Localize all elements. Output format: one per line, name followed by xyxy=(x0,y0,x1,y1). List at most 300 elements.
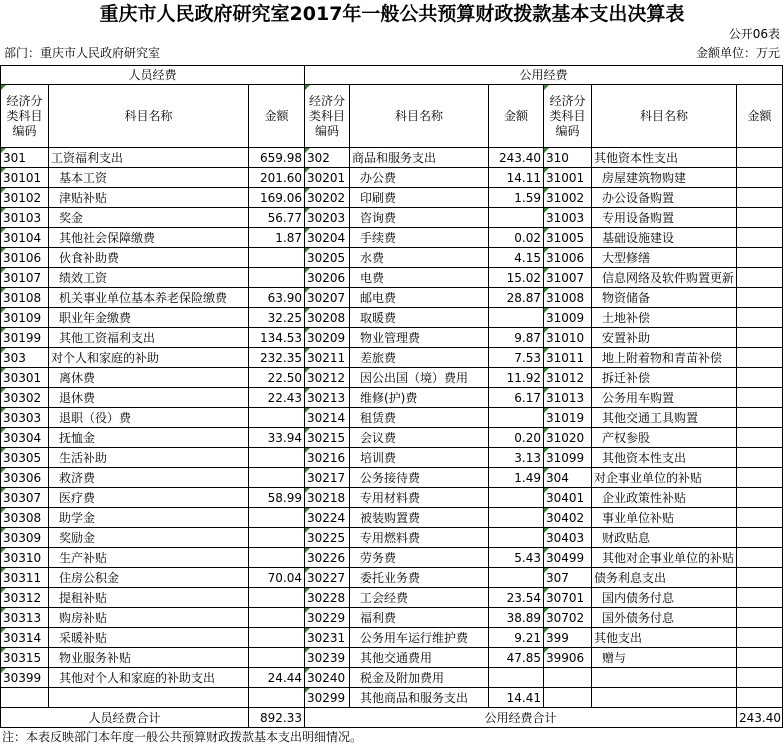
item-amount xyxy=(737,688,783,708)
item-name: 购房补贴 xyxy=(49,608,249,628)
item-name: 其他工资福利支出 xyxy=(49,328,249,348)
item-code: 31019 xyxy=(544,408,592,428)
item-amount: 47.85 xyxy=(489,648,544,668)
item-code: 30104 xyxy=(1,228,49,248)
item-amount xyxy=(249,528,305,548)
item-amount: 58.99 xyxy=(249,488,305,508)
item-code: 30301 xyxy=(1,368,49,388)
item-code: 39906 xyxy=(544,648,592,668)
item-name: 奖励金 xyxy=(49,528,249,548)
item-code: 31008 xyxy=(544,288,592,308)
item-name: 公务用车运行维护费 xyxy=(350,628,489,648)
header-amount: 金额 xyxy=(249,85,305,148)
item-code: 303 xyxy=(1,348,49,368)
item-amount xyxy=(737,408,783,428)
item-code: 30103 xyxy=(1,208,49,228)
item-code: 31011 xyxy=(544,348,592,368)
item-code: 30304 xyxy=(1,428,49,448)
table-row xyxy=(1,608,783,628)
item-name: 办公费 xyxy=(350,168,489,188)
item-amount xyxy=(489,568,544,588)
item-amount xyxy=(737,248,783,268)
item-amount: 1.49 xyxy=(489,468,544,488)
item-amount xyxy=(737,488,783,508)
item-amount xyxy=(737,468,783,488)
item-amount: 1.59 xyxy=(489,188,544,208)
item-name: 其他支出 xyxy=(592,628,737,648)
item-name: 提租补贴 xyxy=(49,588,249,608)
item-amount xyxy=(737,568,783,588)
item-name: 其他资本性支出 xyxy=(592,148,737,168)
item-code: 302 xyxy=(305,148,350,168)
item-code: 30314 xyxy=(1,628,49,648)
item-amount xyxy=(737,148,783,168)
item-code: 30208 xyxy=(305,308,350,328)
header-amount: 金额 xyxy=(737,85,783,148)
item-code: 30313 xyxy=(1,608,49,628)
group-header-personnel: 人员经费 xyxy=(1,66,305,85)
item-amount xyxy=(249,508,305,528)
item-name: 事业单位补贴 xyxy=(592,508,737,528)
item-code: 30207 xyxy=(305,288,350,308)
item-name: 被装购置费 xyxy=(350,508,489,528)
item-amount: 4.15 xyxy=(489,248,544,268)
item-code: 30215 xyxy=(305,428,350,448)
table-row xyxy=(1,508,783,528)
item-amount xyxy=(489,668,544,688)
item-code: 301 xyxy=(1,148,49,168)
item-name: 信息网络及软件购置更新 xyxy=(592,268,737,288)
item-amount: 232.35 xyxy=(249,348,305,368)
item-amount xyxy=(249,628,305,648)
header-code: 经济分类科目编码 xyxy=(544,85,592,148)
item-name: 国外债务付息 xyxy=(592,608,737,628)
item-amount xyxy=(249,248,305,268)
group-header-public: 公用经费 xyxy=(305,66,783,85)
item-name: 其他交通费用 xyxy=(350,648,489,668)
item-name: 基本工资 xyxy=(49,168,249,188)
item-amount: 22.43 xyxy=(249,388,305,408)
item-amount: 1.87 xyxy=(249,228,305,248)
item-amount: 63.90 xyxy=(249,288,305,308)
item-name: 安置补助 xyxy=(592,328,737,348)
table-row xyxy=(1,668,783,688)
item-amount xyxy=(737,668,783,688)
item-code xyxy=(544,668,592,688)
item-name: 采暖补贴 xyxy=(49,628,249,648)
table-row xyxy=(1,688,783,708)
item-code: 30306 xyxy=(1,468,49,488)
item-amount xyxy=(249,608,305,628)
table-row xyxy=(1,548,783,568)
item-amount: 201.60 xyxy=(249,168,305,188)
table-row xyxy=(1,188,783,208)
item-name: 土地补偿 xyxy=(592,308,737,328)
item-name: 差旅费 xyxy=(350,348,489,368)
item-code: 30311 xyxy=(1,568,49,588)
item-code: 31006 xyxy=(544,248,592,268)
item-name: 大型修缮 xyxy=(592,248,737,268)
table-body xyxy=(1,148,783,708)
table-row xyxy=(1,528,783,548)
item-name: 财政贴息 xyxy=(592,528,737,548)
item-name: 其他资本性支出 xyxy=(592,448,737,468)
table-row xyxy=(1,408,783,428)
item-name: 抚恤金 xyxy=(49,428,249,448)
item-code: 307 xyxy=(544,568,592,588)
item-amount: 5.43 xyxy=(489,548,544,568)
item-name: 基础设施建设 xyxy=(592,228,737,248)
item-code: 30203 xyxy=(305,208,350,228)
item-name: 商品和服务支出 xyxy=(350,148,489,168)
item-code: 30239 xyxy=(305,648,350,668)
item-code: 30229 xyxy=(305,608,350,628)
item-amount xyxy=(737,428,783,448)
item-amount xyxy=(737,328,783,348)
item-amount xyxy=(737,308,783,328)
item-code: 31003 xyxy=(544,208,592,228)
amount-unit-label: 金额单位：万元 xyxy=(695,46,780,60)
item-amount xyxy=(489,308,544,328)
item-code: 30205 xyxy=(305,248,350,268)
item-code xyxy=(544,688,592,708)
item-amount xyxy=(737,508,783,528)
item-name: 手续费 xyxy=(350,228,489,248)
item-amount xyxy=(737,588,783,608)
item-amount xyxy=(737,648,783,668)
item-code: 30217 xyxy=(305,468,350,488)
item-name: 医疗费 xyxy=(49,488,249,508)
item-amount: 134.53 xyxy=(249,328,305,348)
table-row xyxy=(1,568,783,588)
table-row xyxy=(1,228,783,248)
item-code: 30109 xyxy=(1,308,49,328)
table-row xyxy=(1,248,783,268)
item-name: 其他对个人和家庭的补助支出 xyxy=(49,668,249,688)
item-amount: 70.04 xyxy=(249,568,305,588)
item-amount: 15.02 xyxy=(489,268,544,288)
footnote: 注：本表反映部门本年度一般公共预算财政拨款基本支出明细情况。 xyxy=(2,730,363,744)
item-name: 电费 xyxy=(350,268,489,288)
item-code: 30299 xyxy=(305,688,350,708)
item-amount: 32.25 xyxy=(249,308,305,328)
item-name: 其他对企事业单位的补贴 xyxy=(592,548,737,568)
item-amount xyxy=(489,488,544,508)
item-code: 30224 xyxy=(305,508,350,528)
table-row xyxy=(1,208,783,228)
item-amount xyxy=(737,288,783,308)
item-amount xyxy=(737,448,783,468)
item-amount xyxy=(249,548,305,568)
item-code: 30211 xyxy=(305,348,350,368)
item-code: 310 xyxy=(544,148,592,168)
personnel-total-label: 人员经费合计 xyxy=(1,708,249,728)
item-name xyxy=(592,688,737,708)
table-row xyxy=(1,448,783,468)
item-name: 税金及附加费用 xyxy=(350,668,489,688)
item-code: 31002 xyxy=(544,188,592,208)
item-name: 福利费 xyxy=(350,608,489,628)
item-amount: 14.11 xyxy=(489,168,544,188)
item-amount xyxy=(737,528,783,548)
item-name: 对企事业单位的补贴 xyxy=(592,468,737,488)
item-name: 印刷费 xyxy=(350,188,489,208)
item-amount xyxy=(737,188,783,208)
item-amount: 7.53 xyxy=(489,348,544,368)
item-name xyxy=(49,688,249,708)
item-code: 30309 xyxy=(1,528,49,548)
item-name: 绩效工资 xyxy=(49,268,249,288)
item-name: 委托业务费 xyxy=(350,568,489,588)
header-code: 经济分类科目编码 xyxy=(305,85,350,148)
item-amount xyxy=(249,688,305,708)
item-code: 30303 xyxy=(1,408,49,428)
item-amount xyxy=(737,368,783,388)
item-code: 30102 xyxy=(1,188,49,208)
item-amount: 243.40 xyxy=(489,148,544,168)
item-name: 其他交通工具购置 xyxy=(592,408,737,428)
item-amount xyxy=(737,348,783,368)
item-amount xyxy=(249,268,305,288)
item-amount xyxy=(737,268,783,288)
item-name: 地上附着物和青苗补偿 xyxy=(592,348,737,368)
table-row xyxy=(1,468,783,488)
item-name: 退休费 xyxy=(49,388,249,408)
item-amount xyxy=(737,228,783,248)
table-row xyxy=(1,368,783,388)
item-name: 水费 xyxy=(350,248,489,268)
item-name xyxy=(592,668,737,688)
item-amount xyxy=(249,648,305,668)
item-code: 30240 xyxy=(305,668,350,688)
item-amount: 14.41 xyxy=(489,688,544,708)
item-code: 30212 xyxy=(305,368,350,388)
item-code: 30499 xyxy=(544,548,592,568)
item-code: 30199 xyxy=(1,328,49,348)
item-name: 维修(护)费 xyxy=(350,388,489,408)
item-name: 办公设备购置 xyxy=(592,188,737,208)
item-name: 取暖费 xyxy=(350,308,489,328)
item-amount: 24.44 xyxy=(249,668,305,688)
item-amount: 11.92 xyxy=(489,368,544,388)
item-name: 公务接待费 xyxy=(350,468,489,488)
item-code: 30308 xyxy=(1,508,49,528)
item-amount xyxy=(737,548,783,568)
item-name: 专用材料费 xyxy=(350,488,489,508)
item-amount xyxy=(489,508,544,528)
item-code: 30305 xyxy=(1,448,49,468)
item-amount: 38.89 xyxy=(489,608,544,628)
item-code: 399 xyxy=(544,628,592,648)
item-name: 物资储备 xyxy=(592,288,737,308)
item-name: 工资福利支出 xyxy=(49,148,249,168)
item-code: 31007 xyxy=(544,268,592,288)
item-code: 30106 xyxy=(1,248,49,268)
item-code: 30302 xyxy=(1,388,49,408)
item-name: 债务利息支出 xyxy=(592,568,737,588)
item-code: 30702 xyxy=(544,608,592,628)
item-code: 30315 xyxy=(1,648,49,668)
header-code: 经济分类科目编码 xyxy=(1,85,49,148)
department-label: 部门：重庆市人民政府研究室 xyxy=(4,46,161,60)
item-amount: 6.17 xyxy=(489,388,544,408)
table-row xyxy=(1,328,783,348)
item-amount: 28.87 xyxy=(489,288,544,308)
report-title: 重庆市人民政府研究室2017年一般公共预算财政拨款基本支出决算表 xyxy=(99,3,685,25)
item-name: 会议费 xyxy=(350,428,489,448)
item-amount xyxy=(737,628,783,648)
item-code: 30214 xyxy=(305,408,350,428)
item-name: 赠与 xyxy=(592,648,737,668)
item-amount xyxy=(737,208,783,228)
item-amount: 33.94 xyxy=(249,428,305,448)
item-code: 31001 xyxy=(544,168,592,188)
item-name: 产权参股 xyxy=(592,428,737,448)
item-name: 机关事业单位基本养老保险缴费 xyxy=(49,288,249,308)
item-amount xyxy=(249,408,305,428)
item-name: 劳务费 xyxy=(350,548,489,568)
item-code: 30225 xyxy=(305,528,350,548)
item-name: 生活补助 xyxy=(49,448,249,468)
table-row xyxy=(1,348,783,368)
item-code: 30226 xyxy=(305,548,350,568)
item-code: 30107 xyxy=(1,268,49,288)
item-amount: 659.98 xyxy=(249,148,305,168)
table-row xyxy=(1,308,783,328)
item-code: 30209 xyxy=(305,328,350,348)
item-code: 30403 xyxy=(544,528,592,548)
item-name: 国内债务付息 xyxy=(592,588,737,608)
item-name: 生产补贴 xyxy=(49,548,249,568)
table-row xyxy=(1,388,783,408)
item-code: 30204 xyxy=(305,228,350,248)
item-amount xyxy=(737,168,783,188)
item-amount: 56.77 xyxy=(249,208,305,228)
personnel-total-amount: 892.33 xyxy=(249,708,305,728)
item-code: 31010 xyxy=(544,328,592,348)
item-name: 津贴补贴 xyxy=(49,188,249,208)
item-name: 救济费 xyxy=(49,468,249,488)
item-name: 物业服务补贴 xyxy=(49,648,249,668)
item-amount xyxy=(737,608,783,628)
public-total-amount: 243.40 xyxy=(737,708,783,728)
item-amount xyxy=(489,528,544,548)
header-name: 科目名称 xyxy=(49,85,249,148)
item-code: 30228 xyxy=(305,588,350,608)
item-amount: 169.06 xyxy=(249,188,305,208)
item-name: 离休费 xyxy=(49,368,249,388)
item-code: 31012 xyxy=(544,368,592,388)
item-code: 30402 xyxy=(544,508,592,528)
item-name: 企业政策性补贴 xyxy=(592,488,737,508)
item-amount xyxy=(737,388,783,408)
table-row xyxy=(1,648,783,668)
item-code: 30101 xyxy=(1,168,49,188)
table-row xyxy=(1,288,783,308)
item-name: 其他社会保障缴费 xyxy=(49,228,249,248)
item-amount xyxy=(249,588,305,608)
item-code: 30202 xyxy=(305,188,350,208)
item-amount xyxy=(489,408,544,428)
item-name: 奖金 xyxy=(49,208,249,228)
item-name: 因公出国（境）费用 xyxy=(350,368,489,388)
item-name: 公务用车购置 xyxy=(592,388,737,408)
item-name: 对个人和家庭的补助 xyxy=(49,348,249,368)
table-code-label: 公开06表 xyxy=(728,27,780,41)
item-name: 专用设备购置 xyxy=(592,208,737,228)
item-code: 30231 xyxy=(305,628,350,648)
item-code: 30201 xyxy=(305,168,350,188)
item-code: 30206 xyxy=(305,268,350,288)
item-name: 拆迁补偿 xyxy=(592,368,737,388)
item-code: 30108 xyxy=(1,288,49,308)
item-amount xyxy=(249,468,305,488)
table-row xyxy=(1,488,783,508)
item-code: 30227 xyxy=(305,568,350,588)
item-name: 房屋建筑物购建 xyxy=(592,168,737,188)
header-amount: 金额 xyxy=(489,85,544,148)
item-amount: 22.50 xyxy=(249,368,305,388)
item-name: 专用燃料费 xyxy=(350,528,489,548)
item-name: 退职（役）费 xyxy=(49,408,249,428)
item-name: 咨询费 xyxy=(350,208,489,228)
item-code: 31013 xyxy=(544,388,592,408)
item-amount: 3.13 xyxy=(489,448,544,468)
item-amount xyxy=(249,448,305,468)
item-name: 住房公积金 xyxy=(49,568,249,588)
item-code: 31020 xyxy=(544,428,592,448)
table-row xyxy=(1,148,783,168)
item-name: 其他商品和服务支出 xyxy=(350,688,489,708)
item-name: 助学金 xyxy=(49,508,249,528)
item-name: 培训费 xyxy=(350,448,489,468)
table-row xyxy=(1,428,783,448)
item-code: 30401 xyxy=(544,488,592,508)
expenditure-table xyxy=(0,65,783,728)
item-code: 31005 xyxy=(544,228,592,248)
header-name: 科目名称 xyxy=(350,85,489,148)
item-code: 31009 xyxy=(544,308,592,328)
table-row xyxy=(1,268,783,288)
item-code: 30213 xyxy=(305,388,350,408)
item-code: 30218 xyxy=(305,488,350,508)
item-code: 30701 xyxy=(544,588,592,608)
item-amount: 9.87 xyxy=(489,328,544,348)
item-name: 工会经费 xyxy=(350,588,489,608)
item-name: 物业管理费 xyxy=(350,328,489,348)
table-row xyxy=(1,588,783,608)
item-amount: 0.02 xyxy=(489,228,544,248)
item-code: 304 xyxy=(544,468,592,488)
item-code: 30310 xyxy=(1,548,49,568)
table-row xyxy=(1,168,783,188)
item-amount: 0.20 xyxy=(489,428,544,448)
item-amount xyxy=(489,208,544,228)
item-code: 30312 xyxy=(1,588,49,608)
item-code: 30307 xyxy=(1,488,49,508)
item-amount: 23.54 xyxy=(489,588,544,608)
header-name: 科目名称 xyxy=(592,85,737,148)
item-name: 租赁费 xyxy=(350,408,489,428)
item-amount: 9.21 xyxy=(489,628,544,648)
item-name: 伙食补助费 xyxy=(49,248,249,268)
table-row xyxy=(1,628,783,648)
item-name: 邮电费 xyxy=(350,288,489,308)
item-code xyxy=(1,688,49,708)
item-code: 31099 xyxy=(544,448,592,468)
item-name: 职业年金缴费 xyxy=(49,308,249,328)
public-total-label: 公用经费合计 xyxy=(305,708,737,728)
